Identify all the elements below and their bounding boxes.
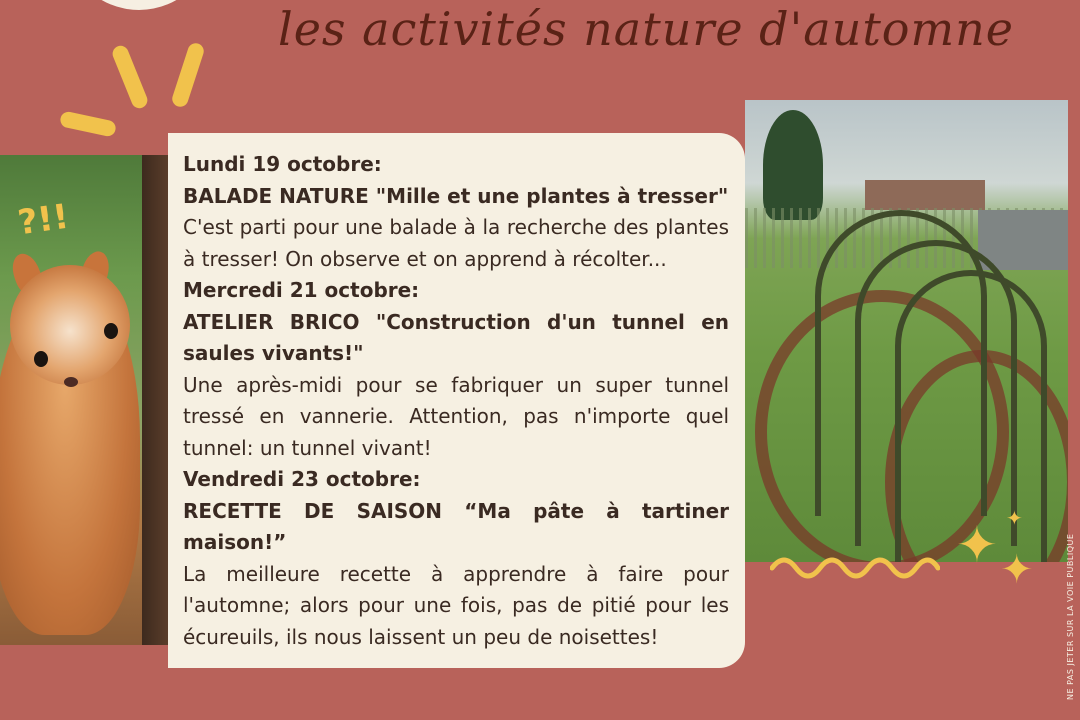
squirrel-eye	[34, 351, 48, 367]
sun-decoration	[64, 0, 214, 10]
squirrel-eye	[104, 323, 118, 339]
activities-card	[168, 133, 745, 668]
activity-day: Mercredi 21 octobre:	[183, 278, 420, 302]
activity-description: La meilleure recette à apprendre à faire pour l'automne; alors pour une fois, pas de pitié pour les écureuils, ils nous laissent un peu de noisettes!	[183, 561, 729, 649]
side-note: NE PAS JETER SUR LA VOIE PUBLIQUE	[1066, 533, 1075, 700]
activity-title: ATELIER BRICO "Construction d'un tunnel en saules vivants!"	[183, 309, 729, 365]
activity-title: RECETTE DE SAISON “Ma pâte à tartiner maison!”	[183, 498, 729, 554]
activity-day: Vendredi 23 octobre:	[183, 467, 421, 491]
tree	[763, 110, 823, 220]
tree-trunk	[142, 155, 168, 645]
activity-title: BALADE NATURE "Mille et une plantes à tresser"	[183, 183, 729, 208]
activity-description: C'est parti pour une balade à la recherche des plantes à tresser! On observe et on apprend à récolter...	[183, 215, 729, 271]
sun-ray	[110, 43, 150, 110]
sparkle-icon: ✦	[956, 516, 998, 574]
willow-tunnel-photo	[745, 100, 1068, 562]
activity-description: Une après-midi pour se fabriquer un super tunnel tressé en vannerie. Attention, pas n'importe quel tunnel: un tunnel vivant!	[183, 372, 729, 460]
activity-day: Lundi 19 octobre:	[183, 152, 382, 176]
wall	[978, 210, 1068, 270]
sparkle-icon: ✦	[1000, 547, 1034, 593]
page-title: les activités nature d'automne	[278, 2, 1014, 56]
sun-ray	[59, 110, 117, 137]
house	[865, 180, 985, 210]
squiggle-decoration	[770, 548, 940, 588]
sun-ray	[170, 41, 206, 109]
squirrel-nose	[64, 377, 78, 387]
sparkle-icon: ✦	[1006, 506, 1023, 530]
exclamation-doodle: ?!!	[15, 196, 72, 244]
